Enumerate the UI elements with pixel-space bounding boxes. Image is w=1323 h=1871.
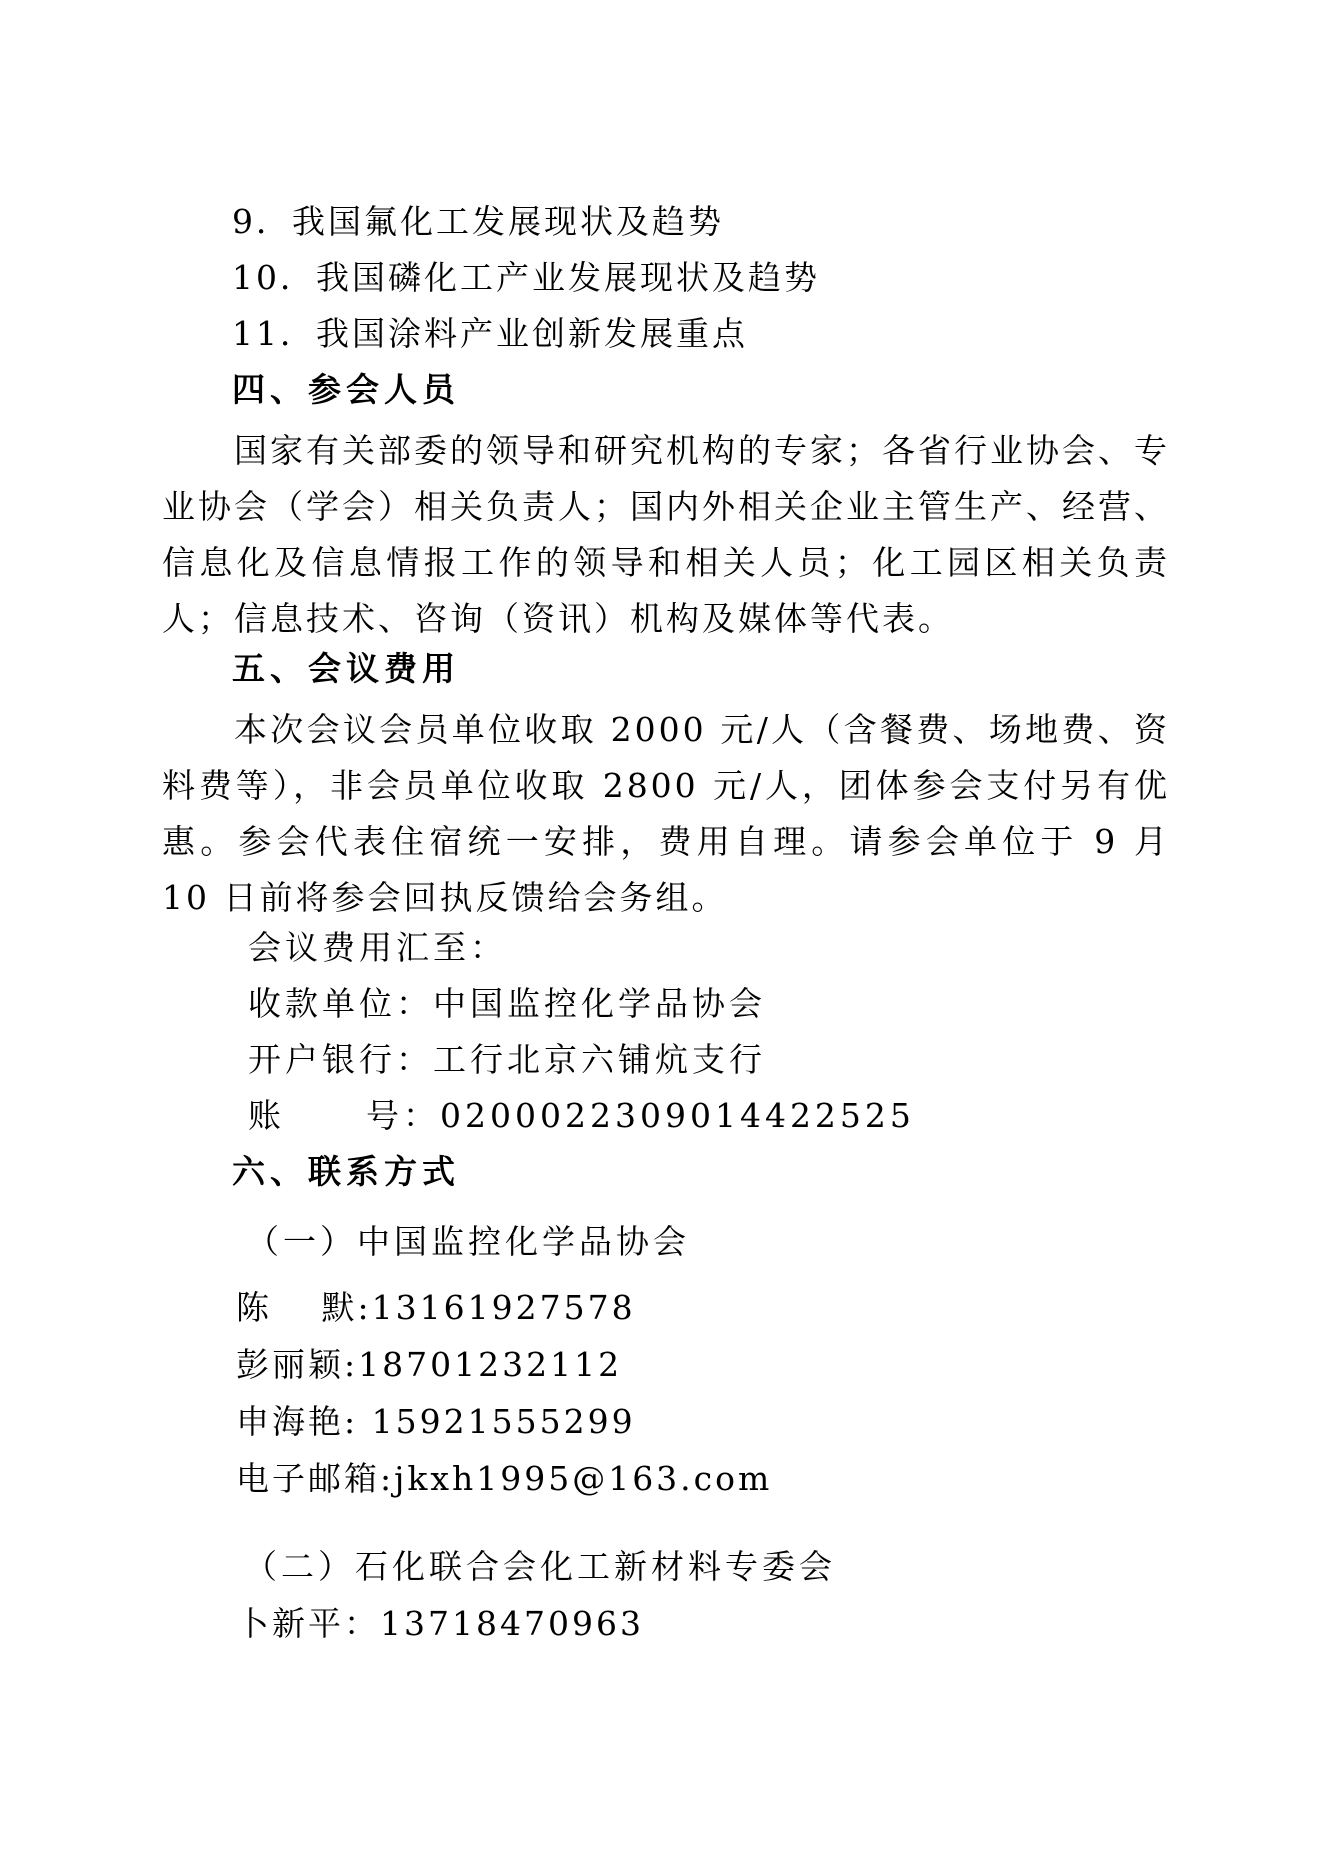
email-line: 电子邮箱:jkxh1995@163.com xyxy=(236,1459,773,1498)
account-label-start: 账 xyxy=(248,1096,285,1135)
account-label-end: 号： xyxy=(366,1096,440,1135)
payee-line: 收款单位：中国监控化学品协会 xyxy=(248,984,766,1023)
contact-line: 申海艳: 15921555299 xyxy=(236,1402,636,1441)
list-item: 10．我国磷化工产业发展现状及趋势 xyxy=(232,258,820,297)
contact-line: 卜新平：13718470963 xyxy=(236,1604,644,1643)
list-item: 9．我国氟化工发展现状及趋势 xyxy=(232,202,724,241)
section-heading: 四、参会人员 xyxy=(232,370,460,409)
remit-title: 会议费用汇至： xyxy=(248,928,507,967)
list-item: 11．我国涂料产业创新发展重点 xyxy=(232,314,748,353)
bank-line: 开户银行：工行北京六铺炕支行 xyxy=(248,1040,766,1079)
attendees-paragraph: 国家有关部委的领导和研究机构的专家；各省行业协会、专业协会（学会）相关负责人；国内外相关企业主管生产、经营、信息化及信息情报工作的领导和相关人员；化工园区相关负责人；信息技术、咨询（资讯）机构及媒体等代表。 xyxy=(162,431,1170,638)
contact-line: 彭丽颖:18701232112 xyxy=(236,1345,623,1384)
org-title: （一）中国监控化学品协会 xyxy=(246,1222,690,1261)
section-heading: 六、联系方式 xyxy=(232,1152,460,1191)
fee-paragraph: 本次会议会员单位收取 2000 元/人（含餐费、场地费、资料费等），非会员单位收取 2800 元/人，团体参会支付另有优惠。参会代表住宿统一安排，费用自理。请参会单位于 9 月 10 日前将参会回执反馈给会务组。 xyxy=(162,710,1170,917)
contact-line: 陈 默:13161927578 xyxy=(236,1288,636,1327)
account-number: 0200022309014422525 xyxy=(440,1096,915,1135)
section-heading: 五、会议费用 xyxy=(232,649,460,688)
org-title: （二）石化联合会化工新材料专委会 xyxy=(244,1547,836,1586)
account-line xyxy=(248,1096,915,1136)
